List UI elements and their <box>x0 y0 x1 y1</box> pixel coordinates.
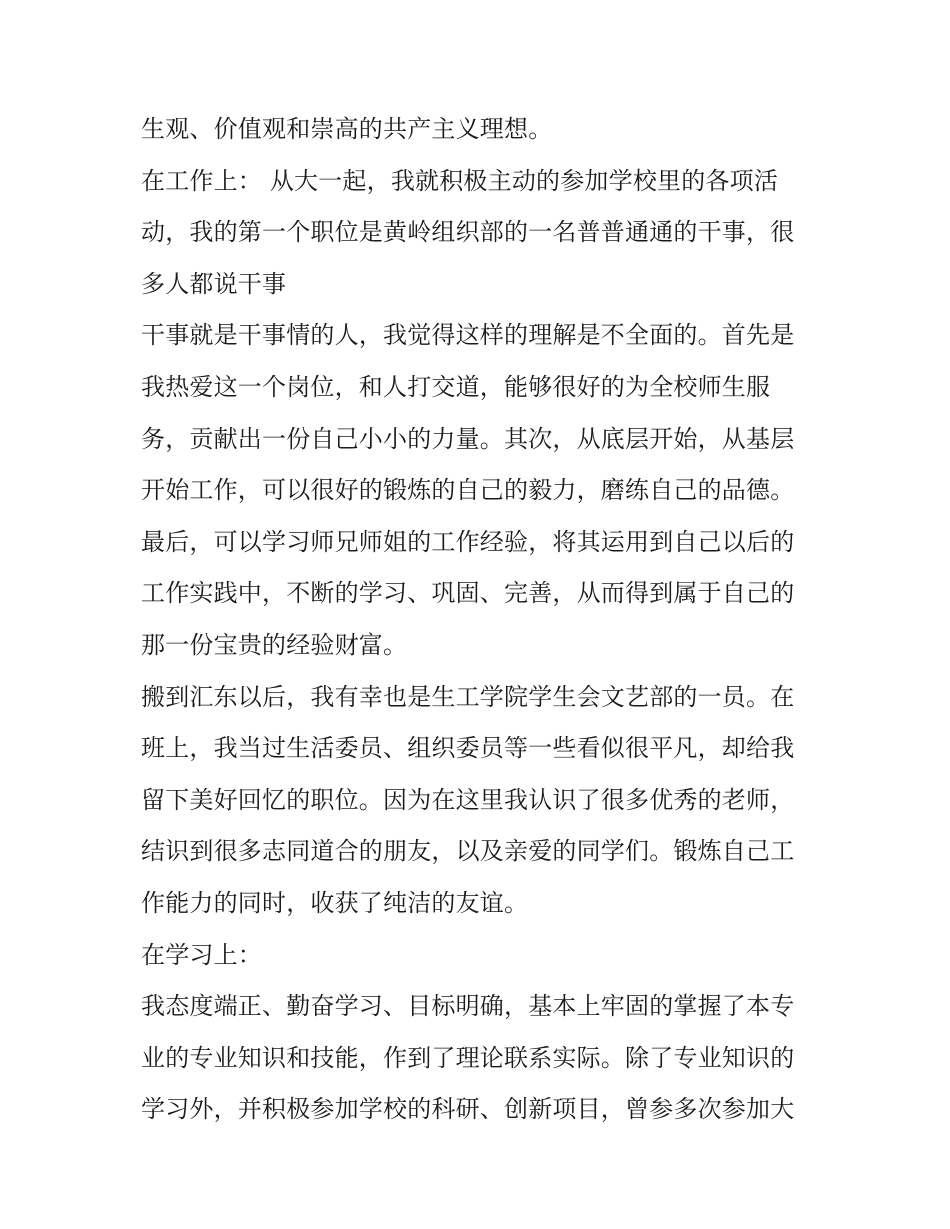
text-line-16: 作能力的同时，收获了纯洁的友谊。 <box>141 888 529 917</box>
text-line-8: 开始工作，可以很好的锻炼的自己的毅力，磨练自己的品德。 <box>141 476 795 505</box>
document-body <box>141 104 821 1136</box>
text-line-17: 在学习上： <box>141 940 262 969</box>
text-line-20: 学习外，并积极参加学校的科研、创新项目，曾参多次参加大 <box>141 1095 795 1124</box>
text-line-15: 结识到很多志同道合的朋友，以及亲爱的同学们。锻炼自己工 <box>141 837 795 866</box>
text-line-7: 务，贡献出一份自己小小的力量。其次，从底层开始，从基层 <box>141 424 795 453</box>
text-line-5: 干事就是干事情的人，我觉得这样的理解是不全面的。首先是 <box>141 321 795 350</box>
text-line-14: 留下美好回忆的职位。因为在这里我认识了很多优秀的老师， <box>141 785 795 814</box>
text-line-2: 在工作上： 从大一起，我就积极主动的参加学校里的各项活 <box>141 166 779 195</box>
text-line-3: 动，我的第一个职位是黄岭组织部的一名普普通通的干事，很 <box>141 218 795 247</box>
text-line-1: 生观、价值观和崇高的共产主义理想。 <box>141 115 553 143</box>
text-line-9: 最后，可以学习师兄师姐的工作经验，将其运用到自己以后的 <box>141 527 795 556</box>
text-line-13: 班上，我当过生活委员、组织委员等一些看似很平凡，却给我 <box>141 734 795 763</box>
text-line-18: 我态度端正、勤奋学习、目标明确，基本上牢固的掌握了本专 <box>141 992 795 1021</box>
text-line-11: 那一份宝贵的经验财富。 <box>141 630 408 659</box>
text-line-6: 我热爱这一个岗位，和人打交道，能够很好的为全校师生服 <box>141 372 771 401</box>
text-line-12: 搬到汇东以后，我有幸也是生工学院学生会文艺部的一员。在 <box>141 682 795 711</box>
text-line-4: 多人都说干事 <box>141 269 287 298</box>
text-line-10: 工作实践中，不断的学习、巩固、完善，从而得到属于自己的 <box>141 579 795 608</box>
text-line-19: 业的专业知识和技能，作到了理论联系实际。除了专业知识的 <box>141 1043 795 1072</box>
